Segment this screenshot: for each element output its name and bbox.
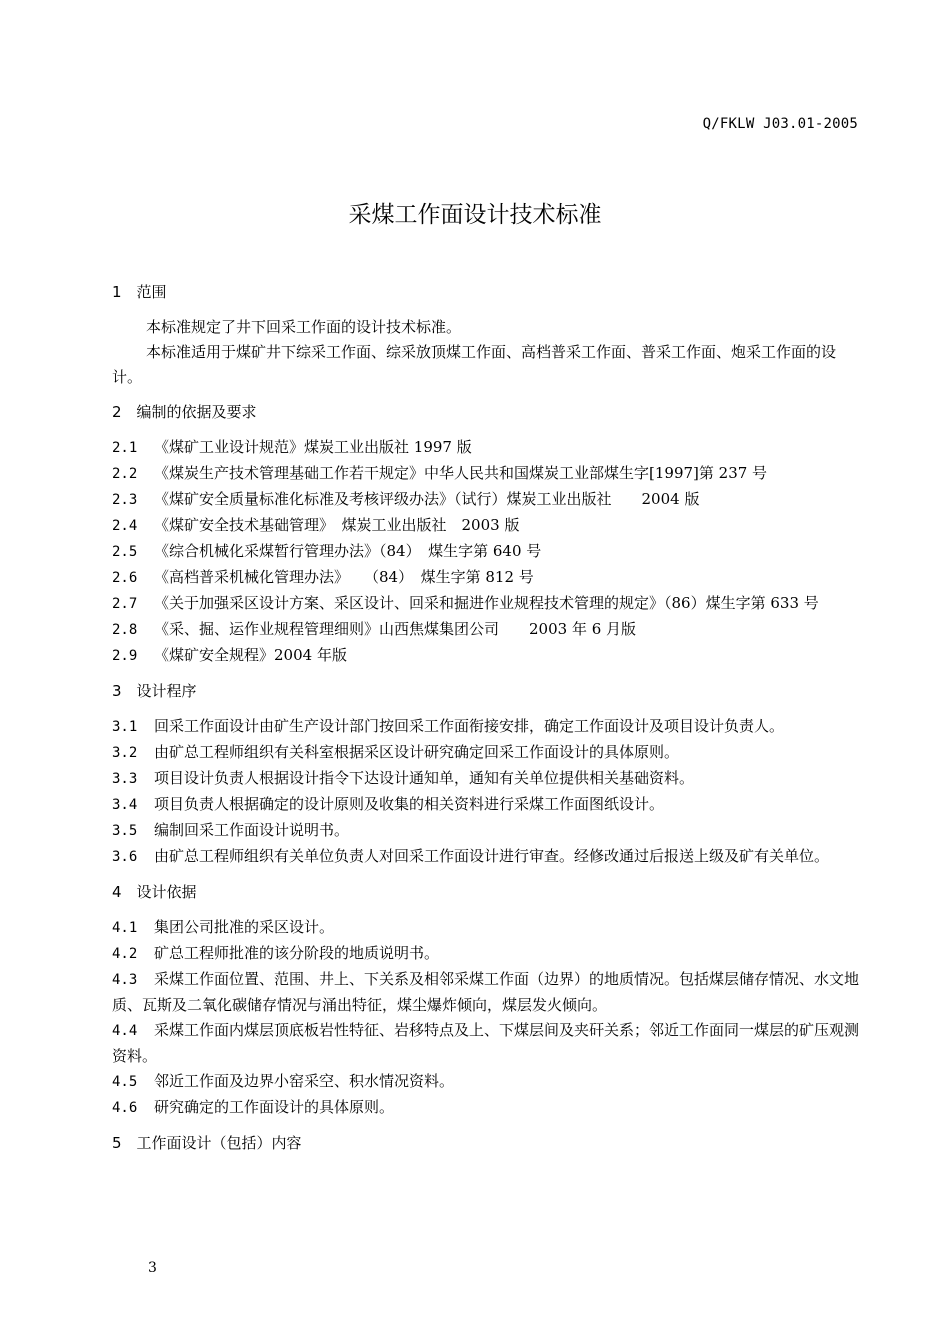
item-text: 《煤矿安全规程》2004 年版 [154, 646, 347, 664]
list-item [112, 714, 860, 740]
item-number: 3.1 [112, 719, 138, 735]
item-number: 2.6 [112, 570, 138, 586]
section-heading-basis: 2 编制的依据及要求 [112, 403, 257, 421]
item-text: 矿总工程师批准的该分阶段的地质说明书。 [154, 944, 440, 962]
list-item [112, 539, 860, 565]
item-number: 4.4 [112, 1023, 138, 1039]
item-number: 2.2 [112, 466, 138, 482]
item-number: 3.6 [112, 849, 138, 865]
item-number: 2.4 [112, 518, 138, 534]
section-heading-procedure: 3 设计程序 [112, 682, 197, 700]
item-number: 2.3 [112, 492, 138, 508]
item-number: 2.9 [112, 648, 138, 664]
item-text: 《煤矿安全技术基础管理》 煤炭工业出版社 2003 版 [154, 516, 520, 534]
paragraph: 本标准规定了井下回采工作面的设计技术标准。 [146, 318, 462, 336]
item-text: 回采工作面设计由矿生产设计部门按回采工作面衔接安排，确定工作面设计及项目设计负责人。 [154, 717, 785, 735]
list-item [112, 740, 860, 766]
list-item [112, 513, 860, 539]
list-item [112, 643, 860, 669]
section-heading-design-basis: 4 设计依据 [112, 883, 197, 901]
item-number: 3.4 [112, 797, 138, 813]
list-item [112, 967, 860, 1018]
item-text: 《煤矿安全质量标准化标准及考核评级办法》（试行）煤炭工业出版社 2004 版 [154, 490, 700, 508]
item-text: 由矿总工程师组织有关科室根据采区设计研究确定回采工作面设计的具体原则。 [154, 743, 680, 761]
item-number: 4.3 [112, 972, 138, 988]
item-text: 《综合机械化采煤暂行管理办法》（84） 煤生字第 640 号 [154, 542, 542, 560]
list-item [112, 487, 860, 513]
section-heading-scope: 1 范围 [112, 283, 167, 301]
item-number: 4.5 [112, 1074, 138, 1090]
item-text: 项目负责人根据确定的设计原则及收集的相关资料进行采煤工作面图纸设计。 [154, 795, 665, 813]
list-item [112, 766, 860, 792]
item-text: 编制回采工作面设计说明书。 [154, 821, 350, 839]
item-number: 2.5 [112, 544, 138, 560]
item-number: 4.2 [112, 946, 138, 962]
list-item [112, 1018, 860, 1069]
item-number: 2.8 [112, 622, 138, 638]
item-text: 由矿总工程师组织有关单位负责人对回采工作面设计进行审查。经修改通过后报送上级及矿有关单位。 [154, 847, 830, 865]
item-number: 3.5 [112, 823, 138, 839]
item-number: 4.1 [112, 920, 138, 936]
item-text: 《采、掘、运作业规程管理细则》山西焦煤集团公司 2003 年 6 月版 [154, 620, 637, 638]
list-item [112, 461, 860, 487]
list-item [112, 915, 860, 941]
item-text: 《高档普采机械化管理办法》 （84） 煤生字第 812 号 [154, 568, 534, 586]
list-item [112, 565, 860, 591]
list-item [112, 591, 860, 617]
item-number: 3.3 [112, 771, 138, 787]
item-number: 3.2 [112, 745, 138, 761]
page-number: 3 [148, 1260, 157, 1276]
item-number: 2.1 [112, 440, 138, 456]
paragraph: 本标准适用于煤矿井下综采工作面、综采放顶煤工作面、高档普采工作面、普采工作面、炮采工作面的设计。 [112, 343, 837, 386]
item-text: 邻近工作面及边界小窑采空、积水情况资料。 [154, 1072, 455, 1090]
item-text: 采煤工作面内煤层顶底板岩性特征、岩移特点及上、下煤层间及夹矸关系；邻近工作面同一煤层的矿压观测资料。 [112, 1021, 860, 1065]
page-title: 采煤工作面设计技术标准 [348, 202, 602, 228]
list-item [112, 435, 860, 461]
item-text: 项目设计负责人根据设计指令下达设计通知单，通知有关单位提供相关基础资料。 [154, 769, 695, 787]
list-item [112, 1095, 860, 1121]
item-number: 2.7 [112, 596, 138, 612]
list-item [112, 941, 860, 967]
item-text: 《煤炭生产技术管理基础工作若干规定》中华人民共和国煤炭工业部煤生字[1997]第 237 号 [154, 464, 768, 482]
item-text: 研究确定的工作面设计的具体原则。 [154, 1098, 395, 1116]
section-heading-contents: 5 工作面设计（包括）内容 [112, 1134, 302, 1152]
document-body [112, 280, 860, 1156]
list-item [112, 1069, 860, 1095]
item-text: 《煤矿工业设计规范》煤炭工业出版社 1997 版 [154, 438, 472, 456]
item-number: 4.6 [112, 1100, 138, 1116]
list-item [112, 792, 860, 818]
item-text: 《关于加强采区设计方案、采区设计、回采和掘进作业规程技术管理的规定》（86）煤生字第 633 号 [154, 594, 819, 612]
item-text: 采煤工作面位置、范围、井上、下关系及相邻采煤工作面（边界）的地质情况。包括煤层储存情况、水文地质、瓦斯及二氧化碳储存情况与涌出特征，煤尘爆炸倾向，煤层发火倾向。 [112, 970, 860, 1014]
document-code: Q/FKLW J03.01-2005 [702, 116, 858, 132]
list-item [112, 818, 860, 844]
item-text: 集团公司批准的采区设计。 [154, 918, 335, 936]
list-item [112, 844, 860, 870]
list-item [112, 617, 860, 643]
